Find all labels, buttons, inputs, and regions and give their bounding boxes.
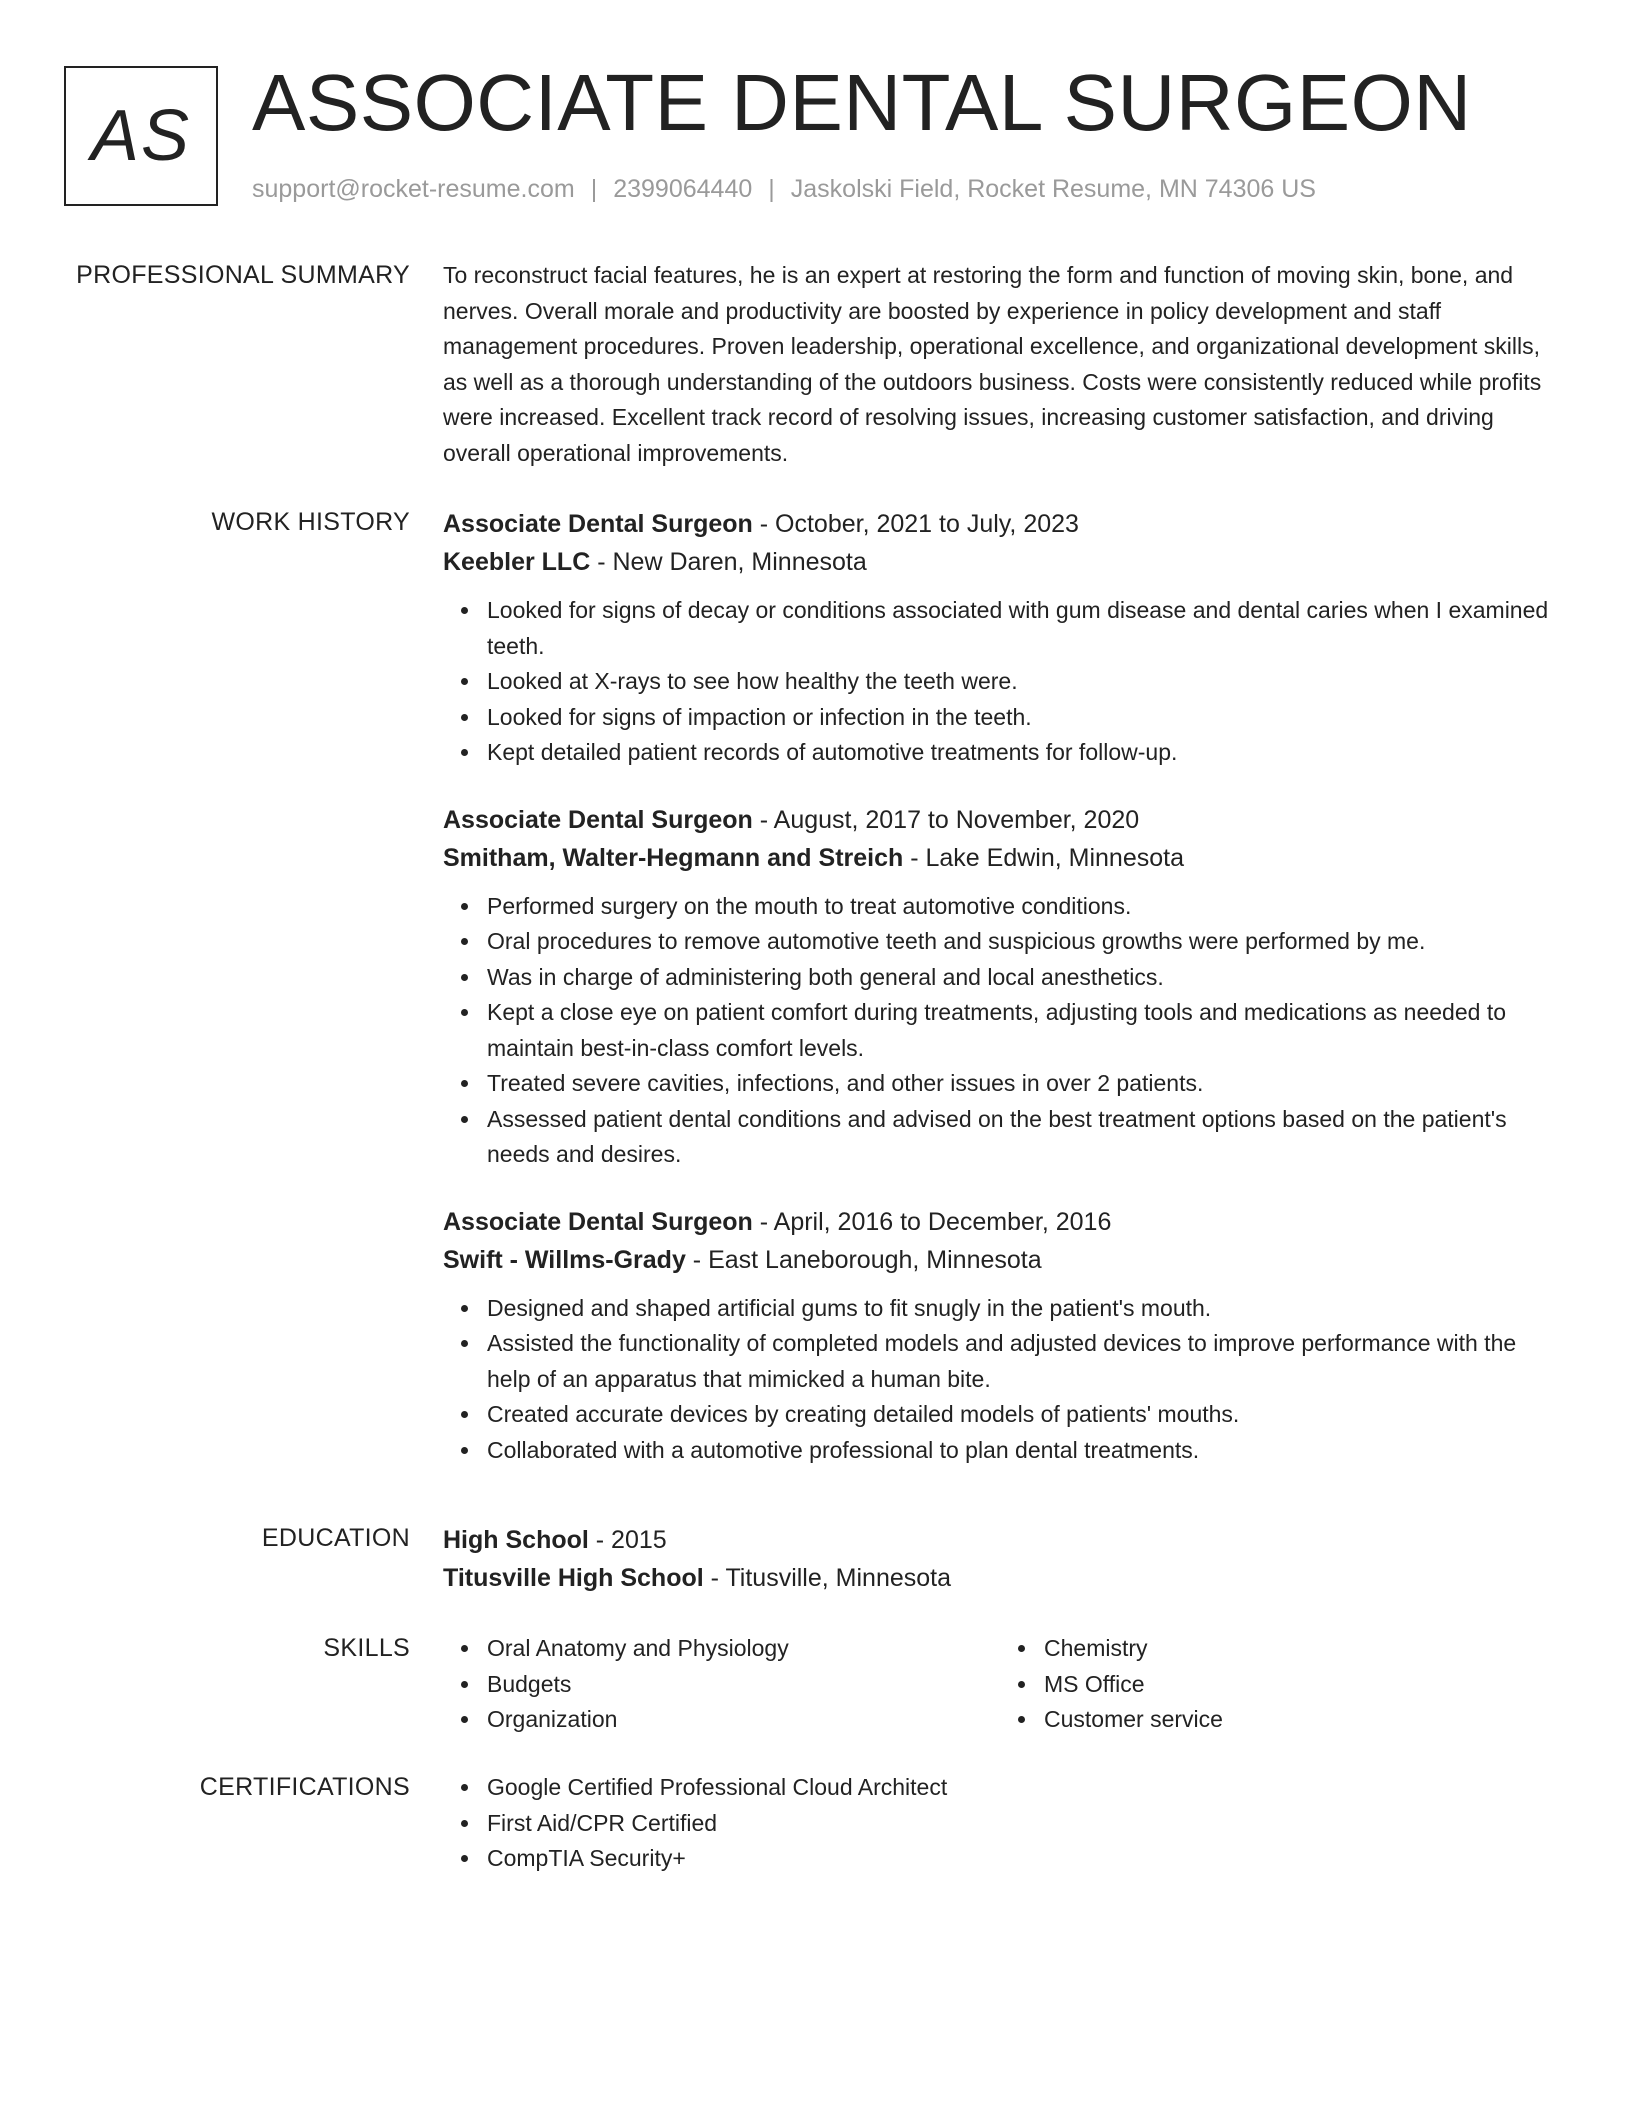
job-bullet: Looked for signs of impaction or infection in the teeth. <box>487 700 1555 736</box>
certifications-list <box>443 1770 1555 1877</box>
skills-body <box>443 1631 1555 1738</box>
education-degree-line <box>443 1521 1555 1559</box>
work-history-body <box>443 505 1555 1498</box>
job-bullet: Looked for signs of decay or conditions associated with gum disease and dental caries when I examined teeth. <box>487 593 1555 664</box>
job-company: Swift - Willms-Grady <box>443 1245 686 1274</box>
job-bullet: Kept a close eye on patient comfort during treatments, adjusting tools and medications as needed to maintain best-in-class comfort levels. <box>487 995 1555 1066</box>
job-bullet: Kept detailed patient records of automotive treatments for follow-up. <box>487 735 1555 771</box>
skill-item: Chemistry <box>1044 1631 1544 1667</box>
skill-item: Budgets <box>487 1667 987 1703</box>
contact-phone[interactable]: 2399064440 <box>613 175 753 203</box>
contact-email[interactable]: support@rocket-resume.com <box>252 175 575 203</box>
skill-item: Organization <box>487 1702 987 1738</box>
job-bullets <box>443 593 1555 771</box>
section-title-work-history: WORK HISTORY <box>211 508 410 536</box>
education-year: - 2015 <box>588 1526 667 1554</box>
job-company-line <box>443 543 1555 581</box>
job-bullets <box>443 889 1555 1173</box>
skills-list-left <box>443 1631 987 1738</box>
section-title-education: EDUCATION <box>261 1524 410 1552</box>
contact-separator: | <box>768 175 775 203</box>
job-entry <box>443 505 1555 771</box>
skill-item: MS Office <box>1044 1667 1544 1703</box>
job-bullet: Treated severe cavities, infections, and other issues in over 2 patients. <box>487 1066 1555 1102</box>
job-role: Associate Dental Surgeon <box>443 1207 753 1236</box>
job-role: Associate Dental Surgeon <box>443 510 753 538</box>
certification-item: CompTIA Security+ <box>487 1841 1555 1877</box>
job-company-line <box>443 839 1555 877</box>
job-bullet: Looked at X-rays to see how healthy the teeth were. <box>487 664 1555 700</box>
summary-body <box>443 258 1555 471</box>
job-role: Associate Dental Surgeon <box>443 805 753 834</box>
job-bullet: Designed and shaped artificial gums to fit snugly in the patient's mouth. <box>487 1291 1555 1327</box>
monogram-initials: AS <box>90 96 192 176</box>
summary-text: To reconstruct facial features, he is an expert at restoring the form and function of moving skin, bone, and nerves. Overall morale and productivity are boosted by experience in policy development and staff management procedures. Proven leadership, operational excellence, and organizational development skills, as well as a thorough understanding of the outdoors business. Costs were consistently reduced while profits were increased. Excellent track record of resolving issues, increasing customer satisfaction, and driving overall operational improvements. <box>443 262 1542 466</box>
job-entry <box>443 801 1555 1173</box>
job-bullet: Assisted the functionality of completed models and adjusted devices to improve performance with the help of an apparatus that mimicked a human bite. <box>487 1326 1555 1397</box>
job-entry <box>443 1203 1555 1469</box>
contact-address: Jaskolski Field, Rocket Resume, MN 74306 US <box>790 175 1316 203</box>
education-school: Titusville High School <box>443 1564 704 1592</box>
job-bullets <box>443 1291 1555 1469</box>
education-location: - Titusville, Minnesota <box>703 1564 952 1592</box>
resume-name-title: ASSOCIATE DENTAL SURGEON <box>252 58 1472 147</box>
job-bullet: Collaborated with a automotive professional to plan dental treatments. <box>487 1433 1555 1469</box>
certification-item: Google Certified Professional Cloud Architect <box>487 1770 1555 1806</box>
contact-separator: | <box>590 175 598 203</box>
job-bullet: Oral procedures to remove automotive teeth and suspicious growths were performed by me. <box>487 924 1555 960</box>
section-title-summary: PROFESSIONAL SUMMARY <box>76 261 410 289</box>
job-location: - New Daren, Minnesota <box>590 548 867 576</box>
job-title-line <box>443 505 1555 543</box>
job-location: - East Laneborough, Minnesota <box>685 1245 1042 1274</box>
education-body <box>443 1521 1555 1597</box>
certification-item: First Aid/CPR Certified <box>487 1806 1555 1842</box>
job-company-line <box>443 1241 1555 1279</box>
job-location: - Lake Edwin, Minnesota <box>903 843 1184 872</box>
contact-line <box>252 172 1316 206</box>
skills-list-right <box>987 1631 1544 1738</box>
skill-item: Customer service <box>1044 1702 1544 1738</box>
job-dates: - August, 2017 to November, 2020 <box>752 805 1140 834</box>
job-bullet: Created accurate devices by creating detailed models of patients' mouths. <box>487 1397 1555 1433</box>
job-title-line <box>443 801 1555 839</box>
monogram-box <box>64 66 218 206</box>
education-school-line <box>443 1559 1555 1597</box>
job-dates: - October, 2021 to July, 2023 <box>752 510 1079 538</box>
job-bullet: Performed surgery on the mouth to treat automotive conditions. <box>487 889 1555 925</box>
education-degree: High School <box>443 1526 589 1554</box>
section-title-skills: SKILLS <box>323 1634 410 1662</box>
job-bullet: Was in charge of administering both general and local anesthetics. <box>487 960 1555 996</box>
job-dates: - April, 2016 to December, 2016 <box>752 1207 1112 1236</box>
job-company: Smitham, Walter-Hegmann and Streich <box>443 843 904 872</box>
skills-grid <box>443 1631 1555 1738</box>
section-title-certifications: CERTIFICATIONS <box>199 1773 410 1801</box>
job-bullet: Assessed patient dental conditions and advised on the best treatment options based on the patient's needs and desires. <box>487 1102 1555 1173</box>
certifications-body <box>443 1770 1555 1877</box>
job-company: Keebler LLC <box>443 548 591 576</box>
skill-item: Oral Anatomy and Physiology <box>487 1631 987 1667</box>
job-title-line <box>443 1203 1555 1241</box>
